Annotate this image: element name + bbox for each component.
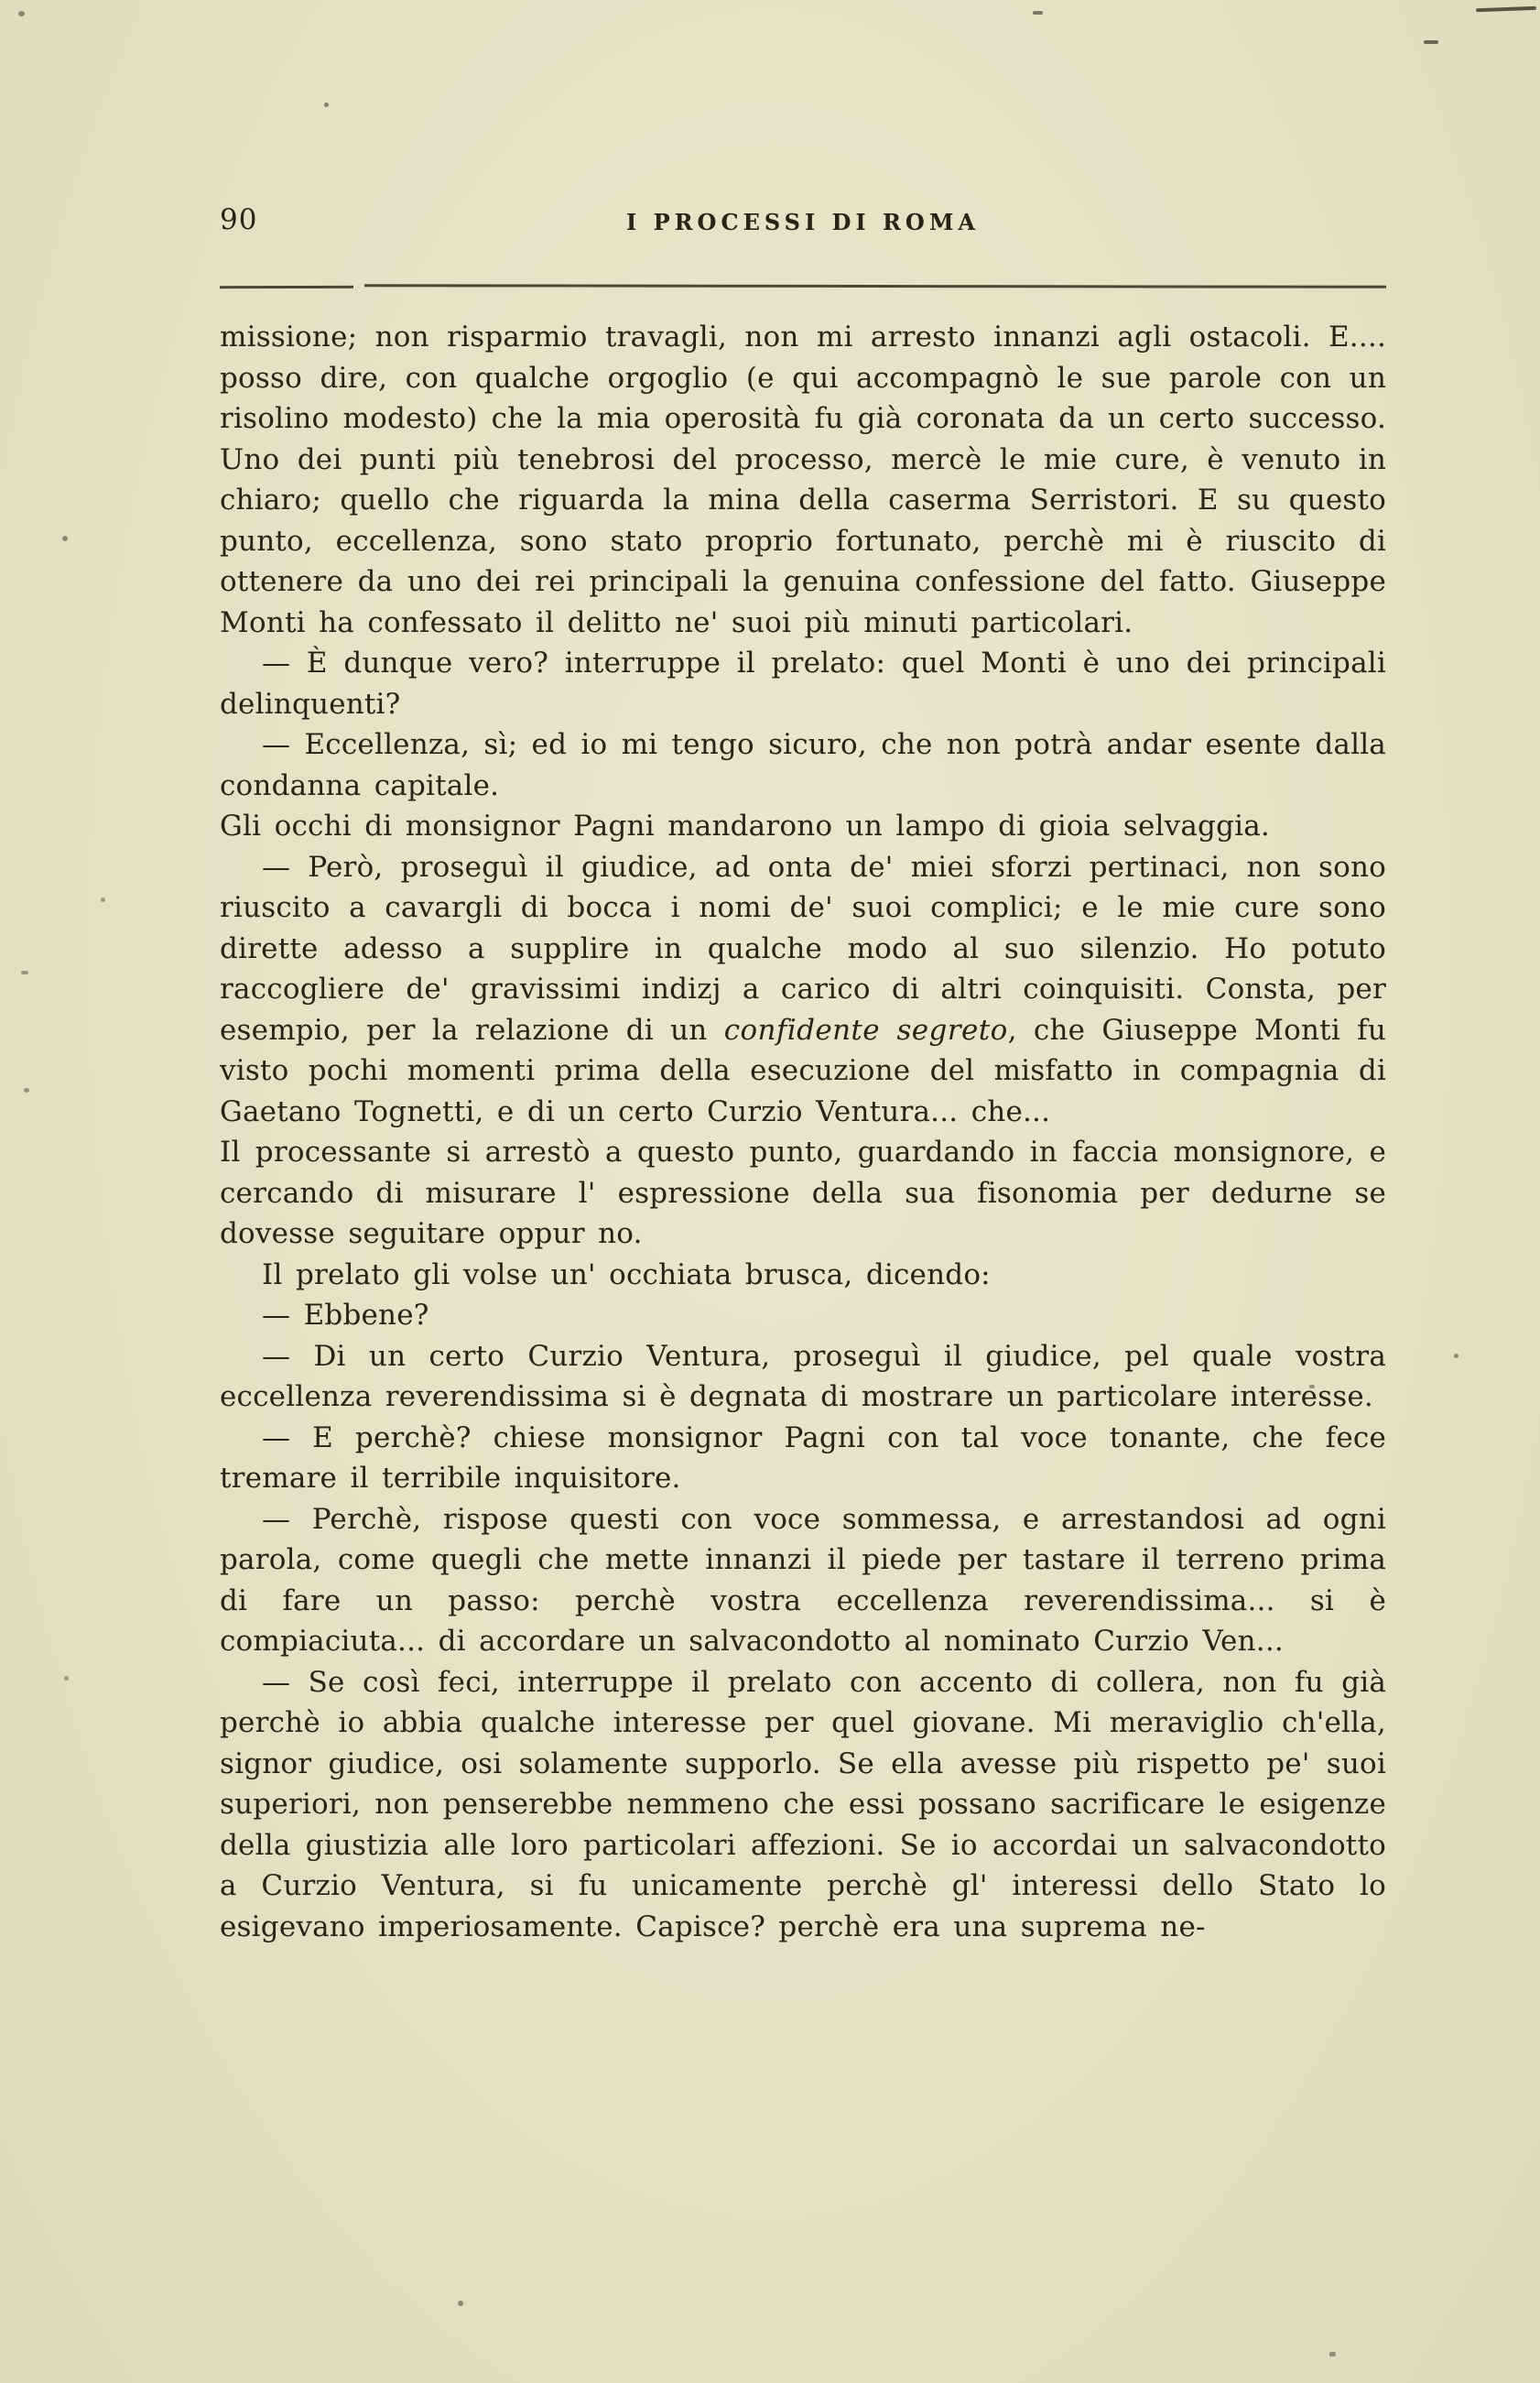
scan-speck <box>24 1088 29 1093</box>
running-header: I PROCESSI DI ROMA <box>625 209 981 235</box>
paragraph <box>220 847 1386 1133</box>
page-number: 90 <box>220 203 258 236</box>
header-rule-main <box>364 284 1386 288</box>
scan-speck <box>1424 40 1438 44</box>
scan-speck <box>458 2301 463 2306</box>
page-body <box>220 317 1386 1947</box>
scan-speck <box>1454 1354 1459 1358</box>
paragraph: missione; non risparmio travagli, non mi arresto innanzi agli ostacoli. E.... posso dire, con qualche orgoglio (e qui accompagnò le sue parole con un risolino modesto) che la mia operosità fu già coronata da un certo successo. Uno dei punti più tenebrosi del processo, mercè le mie cure, è venuto in chiaro; quello che riguarda la mina della caserma Serristori. E su questo punto, eccellenza, sono stato proprio fortunato, perchè mi è riuscito di ottenere da uno dei rei principali la genuina confessione del fatto. Giuseppe Monti ha confessato il delitto ne' suoi più minuti particolari. <box>220 321 1386 639</box>
paragraph-run: — Però, proseguì il giudice, ad onta de' miei sforzi pertinaci, non sono riuscito a cavargli di bocca i nomi de' suoi complici; e le mie cure sono dirette adesso a supplire in qualche modo al suo silenzio. Ho potuto raccogliere de' gravissimi indizj a carico di altri coinquisiti. Consta, per esempio, per la relazione di un <box>220 850 1386 1047</box>
scan-speck <box>101 898 105 902</box>
scan-speck <box>62 536 68 541</box>
paragraph: — Di un certo Curzio Ventura, proseguì il giudice, pel quale vostra eccellenza reverendissima si è degnata di mostrare un particolare interesse. <box>220 1339 1386 1413</box>
scan-speck <box>324 103 329 107</box>
paragraph: — Perchè, rispose questi con voce sommessa, e arrestandosi ad ogni parola, come quegli che mette innanzi il piede per tastare il terreno prima di fare un passo: perchè vostra eccellenza reverendissima... si è compiaciuta... di accordare un salvacondotto al nominato Curzio Ven... <box>220 1502 1386 1658</box>
paragraph: — Ebbene? <box>262 1299 429 1332</box>
header-rule-left <box>220 286 353 288</box>
paragraph-run: , che Giuseppe Monti fu visto pochi momenti prima della esecuzione del misfatto in compagnia di Gaetano Tognetti, e di un certo Curzio Ventura... che... <box>220 1013 1386 1128</box>
paragraph: Il processante si arrestò a questo punto, guardando in faccia monsignore, e cercando di misurare l' espressione della sua fisonomia per dedurne se dovesse seguitare oppur no. <box>220 1136 1386 1250</box>
paragraph: Il prelato gli volse un' occhiata brusca, dicendo: <box>262 1257 991 1291</box>
paragraph: — È dunque vero? interruppe il prelato: quel Monti è uno dei principali delinquenti? <box>220 647 1386 721</box>
scan-speck <box>21 971 28 974</box>
paragraph: Gli occhi di monsignor Pagni mandarono un lampo di gioia selvaggia. <box>220 810 1270 843</box>
paragraph: — E perchè? chiese monsignor Pagni con tal voce tonante, che fece tremare il terribile inquisitore. <box>220 1420 1386 1495</box>
paragraph-run-italic: confidente segreto <box>723 1013 1008 1047</box>
scan-speck <box>1309 1385 1315 1388</box>
paragraph: — Eccellenza, sì; ed io mi tengo sicuro, che non potrà andar esente dalla condanna capitale. <box>220 728 1386 802</box>
scan-speck <box>1476 6 1536 12</box>
scan-speck <box>1033 11 1043 15</box>
scan-speck <box>1329 2352 1336 2356</box>
scan-speck <box>64 1676 69 1681</box>
scan-speck <box>18 11 25 16</box>
paragraph: — Se così feci, interruppe il prelato con accento di collera, non fu già perchè io abbia qualche interesse per quel giovane. Mi meraviglio ch'ella, signor giudice, osi solamente supporlo. Se ella avesse più rispetto pe' suoi superiori, non penserebbe nemmeno che essi possano sacrificare le esigenze della giustizia alle loro particolari affezioni. Se io accordai un salvacondotto a Curzio Ventura, si fu unicamente perchè gl' interessi dello Stato lo esigevano imperiosamente. Capisce? perchè era una suprema ne- <box>220 1665 1386 1943</box>
